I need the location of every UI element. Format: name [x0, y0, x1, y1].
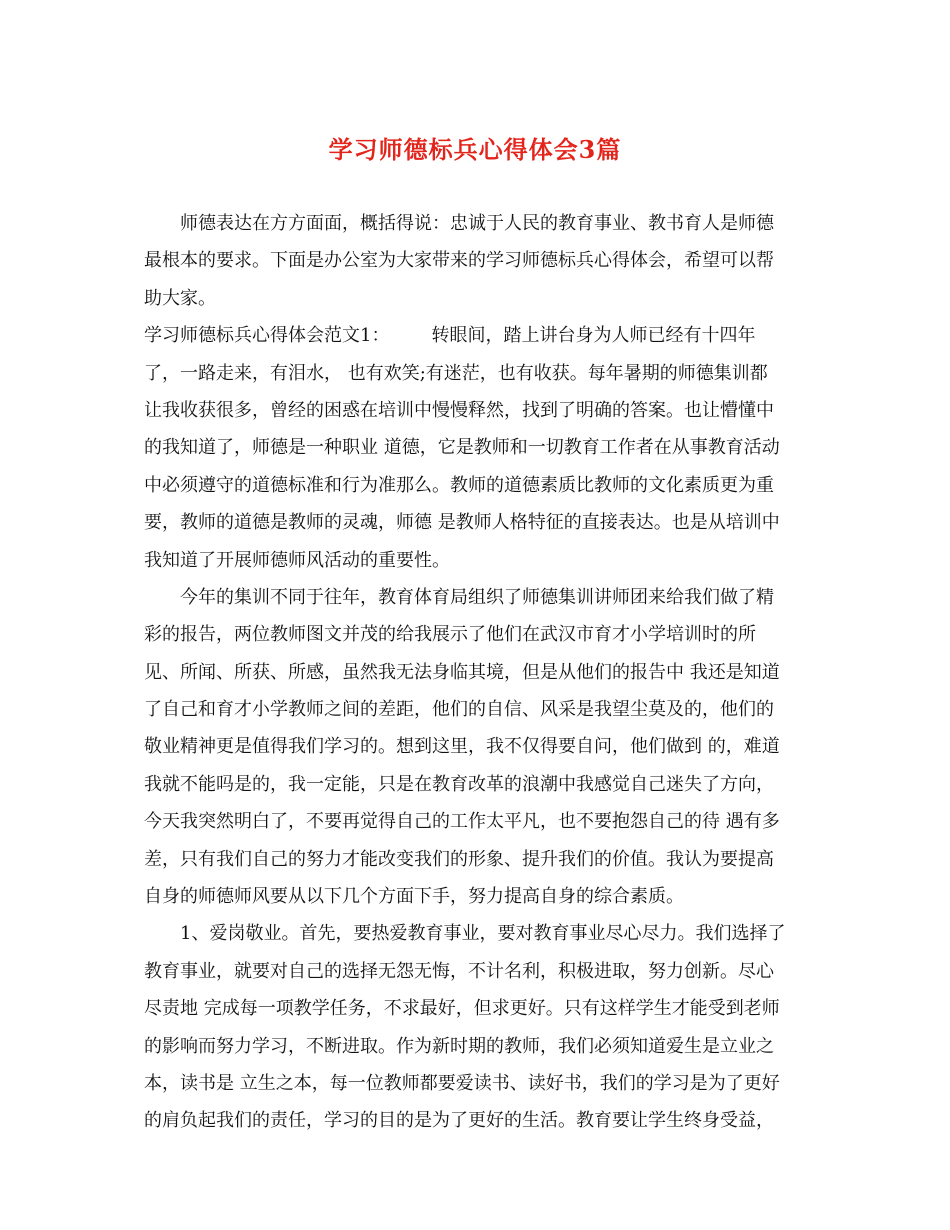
paragraph-line: 了，一路走来，有泪水， 也有欢笑;有迷茫，也有收获。每年暑期的师德集训都	[144, 362, 768, 384]
document-title: 学习师德标兵心得体会3篇	[328, 135, 622, 164]
paragraph-line: 助大家。	[144, 287, 216, 309]
paragraph-line: 中必须遵守的道德标准和行为准那么。教师的道德素质比教师的文化素质更为重	[144, 474, 774, 496]
paragraph-line: 今天我突然明白了，不要再觉得自己的工作太平凡，也不要抱怨自己的待 遇有多	[144, 811, 780, 833]
paragraph-line: 敬业精神更是值得我们学习的。想到这里，我不仅得要自问，他们做到 的，难道	[144, 736, 780, 758]
paragraph-line: 的肩负起我们的责任，学习的目的是为了更好的生活。教育要让学生终身受益，	[144, 1110, 774, 1132]
paragraph-line: 的我知道了，师德是一种职业 道德，它是教师和一切教育工作者在从事教育活动	[144, 437, 780, 459]
paragraph-line: 要，教师的道德是教师的灵魂，师德 是教师人格特征的直接表达。也是从培训中	[144, 512, 780, 534]
paragraph-line: 见、所闻、所获、所感，虽然我无法身临其境，但是从他们的报告中 我还是知道	[144, 661, 780, 683]
paragraph-line: 1、爱岗敬业。首先，要热爱教育事业，要对教育事业尽心尽力。我们选择了	[180, 923, 786, 945]
paragraph-line: 彩的报告，两位教师图文并茂的给我展示了他们在武汉市育才小学培训时的所	[144, 624, 756, 646]
paragraph-line: 教育事业，就要对自己的选择无怨无悔，不计名利，积极进取，努力创新。尽心	[144, 960, 774, 982]
document-body	[144, 205, 809, 1140]
paragraph-line: 本，读书是 立生之本，每一位教师都要爱读书、读好书，我们的学习是为了更好	[144, 1072, 780, 1094]
section-heading-line	[144, 317, 809, 354]
paragraph-line: 师德表达在方方面面，概括得说：忠诚于人民的教育事业、教书育人是师德	[180, 213, 774, 234]
paragraph-line: 尽责地 完成每一项教学任务，不求最好，但求更好。只有这样学生才能受到老师	[144, 998, 780, 1020]
paragraph-line: 的影响而努力学习，不断进取。作为新时期的教师，我们必须知道爱生是立业之	[144, 1035, 774, 1057]
paragraph-line: 最根本的要求。下面是办公室为大家带来的学习师德标兵心得体会，希望可以帮	[144, 250, 774, 272]
paragraph-line: 我知道了开展师德师风活动的重要性。	[144, 549, 450, 571]
paragraph-text: 转眼间，踏上讲台身为人师已经有十四年	[431, 325, 756, 347]
paragraph-line: 我就不能吗是的，我一定能，只是在教育改革的浪潮中我感觉自己迷失了方向，	[144, 773, 774, 795]
section-heading: 学习师德标兵心得体会范文1：	[144, 325, 390, 347]
paragraph-line: 让我收获很多，曾经的困惑在培训中慢慢释然，找到了明确的答案。也让懵懂中	[144, 399, 774, 421]
paragraph-line: 今年的集训不同于往年，教育体育局组织了师德集训讲师团来给我们做了精	[180, 586, 774, 608]
paragraph-line: 了自己和育才小学教师之间的差距，他们的自信、风采是我望尘莫及的，他们的	[144, 699, 774, 721]
paragraph-line: 自身的师德师风要从以下几个方面下手，努力提高自身的综合素质。	[144, 886, 684, 908]
paragraph-line: 差，只有我们自己的努力才能改变我们的形象、提升我们的价值。我认为要提高	[144, 848, 774, 870]
